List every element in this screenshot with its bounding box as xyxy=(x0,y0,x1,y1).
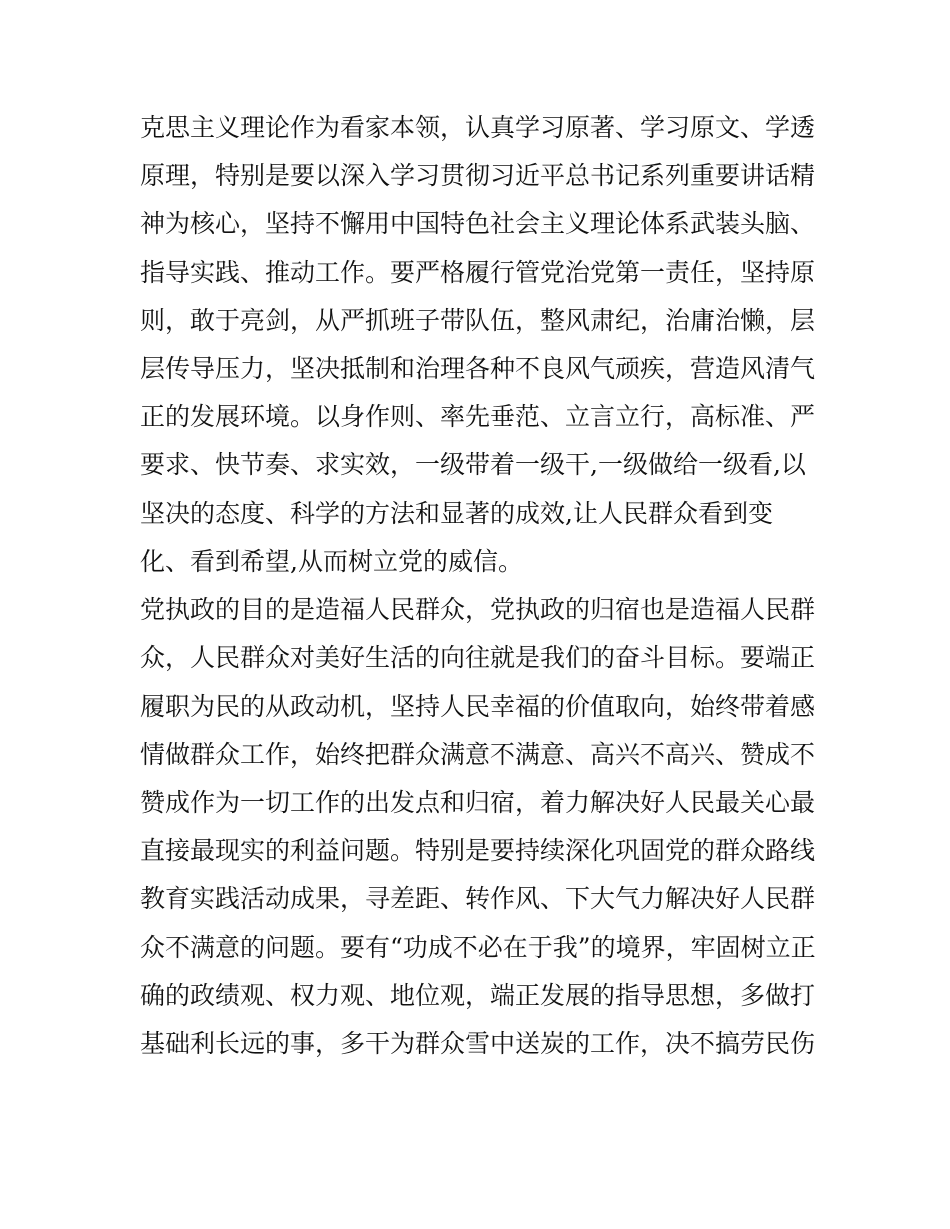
paragraph-2-line-4: 情做群众工作，始终把群众满意不满意、高兴不高兴、赞成不 xyxy=(140,740,816,769)
paragraph-2-line-10: 基础利长远的事，多干为群众雪中送炭的工作，决不搞劳民伤 xyxy=(140,1029,816,1058)
paragraph-1-line-5: 则，敢于亮剑，从严抓班子带队伍，整风肃纪，治庸治懒，层 xyxy=(140,306,816,335)
paragraph-2-line-5: 赞成作为一切工作的出发点和归宿，着力解决好人民最关心最 xyxy=(140,788,816,817)
paragraph-2-line-9: 确的政绩观、权力观、地位观，端正发展的指导思想，多做打 xyxy=(140,981,816,1010)
paragraph-1-line-2: 原理，特别是要以深入学习贯彻习近平总书记系列重要讲话精 xyxy=(140,161,816,190)
paragraph-1-line-7: 正的发展环境。以身作则、率先垂范、立言立行，高标准、严 xyxy=(140,402,816,431)
paragraph-2-line-6: 直接最现实的利益问题。特别是要持续深化巩固党的群众路线 xyxy=(140,836,816,865)
paragraph-2-line-2: 众，人民群众对美好生活的向往就是我们的奋斗目标。要端正 xyxy=(140,643,816,672)
paragraph-2-line-8: 众不满意的问题。要有“功成不必在于我”的境界，牢固树立正 xyxy=(140,933,816,962)
paragraph-2-line-3: 履职为民的从政动机，坚持人民幸福的价值取向，始终带着感 xyxy=(140,692,816,721)
paragraph-1-line-1: 克思主义理论作为看家本领，认真学习原著、学习原文、学透 xyxy=(140,113,816,142)
paragraph-2-line-7: 教育实践活动成果，寻差距、转作风、下大气力解决好人民群 xyxy=(140,884,816,913)
paragraph-2-line-1: 党执政的目的是造福人民群众，党执政的归宿也是造福人民群 xyxy=(140,595,816,624)
paragraph-1-line-8: 要求、快节奏、求实效，一级带着一级干,一级做给一级看,以 xyxy=(140,450,806,479)
paragraph-1-line-9: 坚决的态度、科学的方法和显著的成效,让人民群众看到变 xyxy=(140,499,773,528)
paragraph-1-line-10: 化、看到希望,从而树立党的威信。 xyxy=(140,547,523,576)
paragraph-1-line-3: 神为核心，坚持不懈用中国特色社会主义理论体系武装头脑、 xyxy=(140,209,816,238)
paragraph-1-line-4: 指导实践、推动工作。要严格履行管党治党第一责任，坚持原 xyxy=(140,258,816,287)
paragraph-1-line-6: 层传导压力，坚决抵制和治理各种不良风气顽疾，营造风清气 xyxy=(140,354,816,383)
